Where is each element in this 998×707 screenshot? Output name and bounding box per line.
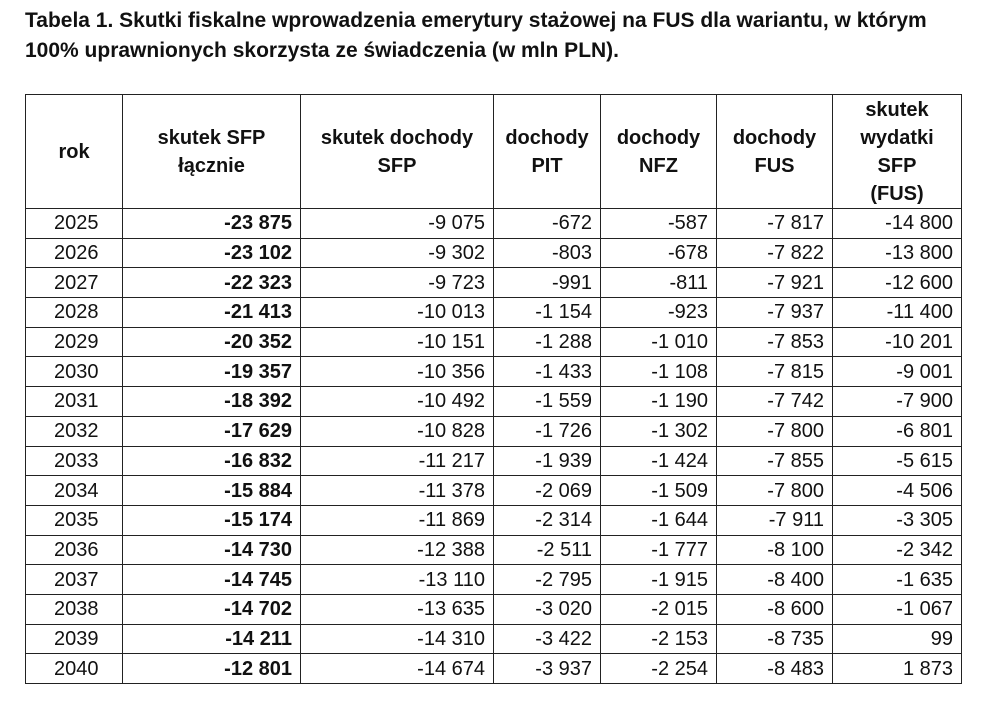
- cell-year: 2029: [26, 327, 123, 357]
- cell-nfz: -2 015: [601, 594, 717, 624]
- cell-pit: -803: [494, 238, 601, 268]
- table-row: [26, 327, 962, 357]
- table-row: [26, 476, 962, 506]
- cell-nfz: -1 644: [601, 505, 717, 535]
- cell-total: -14 745: [123, 565, 301, 595]
- cell-pit: -1 433: [494, 357, 601, 387]
- cell-revenue-sfp: -12 388: [301, 535, 494, 565]
- cell-pit: -2 069: [494, 476, 601, 506]
- cell-revenue-sfp: -13 635: [301, 594, 494, 624]
- cell-expenses: -3 305: [833, 505, 962, 535]
- header-pit-label: dochody PIT: [505, 126, 589, 177]
- cell-expenses: 1 873: [833, 654, 962, 684]
- table-row: [26, 298, 962, 328]
- table-row: [26, 238, 962, 268]
- cell-total: -23 875: [123, 209, 301, 239]
- cell-expenses: -4 506: [833, 476, 962, 506]
- cell-year: 2030: [26, 357, 123, 387]
- cell-expenses: -6 801: [833, 416, 962, 446]
- cell-revenue-sfp: -10 151: [301, 327, 494, 357]
- cell-total: -15 174: [123, 505, 301, 535]
- table-row: [26, 416, 962, 446]
- cell-fus: -7 800: [717, 476, 833, 506]
- cell-fus: -8 400: [717, 565, 833, 595]
- cell-revenue-sfp: -11 378: [301, 476, 494, 506]
- cell-revenue-sfp: -9 302: [301, 238, 494, 268]
- header-total-label: skutek SFP łącznie: [157, 126, 266, 177]
- cell-expenses: -10 201: [833, 327, 962, 357]
- cell-pit: -3 937: [494, 654, 601, 684]
- cell-fus: -7 817: [717, 209, 833, 239]
- cell-year: 2035: [26, 505, 123, 535]
- cell-nfz: -1 915: [601, 565, 717, 595]
- cell-nfz: -923: [601, 298, 717, 328]
- cell-fus: -7 853: [717, 327, 833, 357]
- table-row: [26, 594, 962, 624]
- cell-pit: -1 726: [494, 416, 601, 446]
- cell-nfz: -1 190: [601, 387, 717, 417]
- cell-total: -14 730: [123, 535, 301, 565]
- cell-nfz: -587: [601, 209, 717, 239]
- cell-year: 2040: [26, 654, 123, 684]
- cell-total: -21 413: [123, 298, 301, 328]
- cell-pit: -1 288: [494, 327, 601, 357]
- cell-fus: -8 100: [717, 535, 833, 565]
- header-nfz-label: dochody NFZ: [616, 126, 701, 177]
- cell-year: 2027: [26, 268, 123, 298]
- table-row: [26, 446, 962, 476]
- header-year: rok: [26, 95, 123, 209]
- cell-revenue-sfp: -11 217: [301, 446, 494, 476]
- cell-year: 2032: [26, 416, 123, 446]
- cell-revenue-sfp: -10 356: [301, 357, 494, 387]
- cell-nfz: -1 424: [601, 446, 717, 476]
- cell-expenses: -2 342: [833, 535, 962, 565]
- cell-total: -22 323: [123, 268, 301, 298]
- cell-expenses: -1 067: [833, 594, 962, 624]
- cell-pit: -991: [494, 268, 601, 298]
- cell-revenue-sfp: -13 110: [301, 565, 494, 595]
- cell-fus: -8 735: [717, 624, 833, 654]
- cell-revenue-sfp: -11 869: [301, 505, 494, 535]
- cell-pit: -1 939: [494, 446, 601, 476]
- cell-nfz: -1 509: [601, 476, 717, 506]
- cell-fus: -8 483: [717, 654, 833, 684]
- cell-revenue-sfp: -9 723: [301, 268, 494, 298]
- cell-fus: -7 937: [717, 298, 833, 328]
- cell-total: -23 102: [123, 238, 301, 268]
- cell-expenses: -14 800: [833, 209, 962, 239]
- cell-pit: -1 559: [494, 387, 601, 417]
- cell-fus: -7 911: [717, 505, 833, 535]
- table-row: [26, 357, 962, 387]
- cell-revenue-sfp: -10 828: [301, 416, 494, 446]
- header-expenses-label: skutek wydatki SFP (FUS): [860, 98, 934, 205]
- cell-total: -20 352: [123, 327, 301, 357]
- cell-total: -18 392: [123, 387, 301, 417]
- table-row: [26, 535, 962, 565]
- cell-total: -14 702: [123, 594, 301, 624]
- header-pit: [494, 95, 601, 209]
- cell-nfz: -1 108: [601, 357, 717, 387]
- cell-nfz: -2 254: [601, 654, 717, 684]
- cell-expenses: -13 800: [833, 238, 962, 268]
- cell-revenue-sfp: -10 013: [301, 298, 494, 328]
- cell-year: 2034: [26, 476, 123, 506]
- cell-fus: -7 921: [717, 268, 833, 298]
- cell-expenses: 99: [833, 624, 962, 654]
- header-fus-label: dochody FUS: [732, 126, 817, 177]
- cell-pit: -1 154: [494, 298, 601, 328]
- table-row: [26, 565, 962, 595]
- cell-nfz: -1 302: [601, 416, 717, 446]
- cell-total: -15 884: [123, 476, 301, 506]
- table-row: [26, 387, 962, 417]
- fiscal-effects-table: [25, 94, 962, 684]
- cell-pit: -672: [494, 209, 601, 239]
- header-revenue-sfp: [301, 95, 494, 209]
- cell-nfz: -1 777: [601, 535, 717, 565]
- cell-revenue-sfp: -10 492: [301, 387, 494, 417]
- cell-total: -17 629: [123, 416, 301, 446]
- cell-pit: -2 795: [494, 565, 601, 595]
- cell-expenses: -11 400: [833, 298, 962, 328]
- cell-year: 2028: [26, 298, 123, 328]
- header-fus: [717, 95, 833, 209]
- cell-nfz: -811: [601, 268, 717, 298]
- cell-pit: -3 020: [494, 594, 601, 624]
- table-caption: Tabela 1. Skutki fiskalne wprowadzenia emerytury stażowej na FUS dla wariantu, w którym 100% uprawnionych skorzysta ze świadczenia (w mln PLN).: [25, 9, 927, 62]
- cell-total: -19 357: [123, 357, 301, 387]
- cell-revenue-sfp: -9 075: [301, 209, 494, 239]
- cell-year: 2037: [26, 565, 123, 595]
- table-row: [26, 505, 962, 535]
- table-row: [26, 268, 962, 298]
- cell-fus: -7 800: [717, 416, 833, 446]
- cell-total: -12 801: [123, 654, 301, 684]
- cell-fus: -8 600: [717, 594, 833, 624]
- cell-year: 2026: [26, 238, 123, 268]
- cell-nfz: -1 010: [601, 327, 717, 357]
- cell-year: 2038: [26, 594, 123, 624]
- table-row: [26, 209, 962, 239]
- cell-expenses: -9 001: [833, 357, 962, 387]
- cell-expenses: -1 635: [833, 565, 962, 595]
- cell-expenses: -12 600: [833, 268, 962, 298]
- cell-nfz: -678: [601, 238, 717, 268]
- cell-year: 2039: [26, 624, 123, 654]
- header-total: [123, 95, 301, 209]
- table-row: [26, 654, 962, 684]
- cell-fus: -7 815: [717, 357, 833, 387]
- cell-revenue-sfp: -14 674: [301, 654, 494, 684]
- cell-total: -14 211: [123, 624, 301, 654]
- cell-revenue-sfp: -14 310: [301, 624, 494, 654]
- cell-pit: -2 314: [494, 505, 601, 535]
- cell-pit: -3 422: [494, 624, 601, 654]
- cell-fus: -7 855: [717, 446, 833, 476]
- header-nfz: [601, 95, 717, 209]
- cell-year: 2031: [26, 387, 123, 417]
- cell-year: 2036: [26, 535, 123, 565]
- table-body: [26, 209, 962, 684]
- cell-year: 2025: [26, 209, 123, 239]
- cell-expenses: -5 615: [833, 446, 962, 476]
- header-expenses: [833, 95, 962, 209]
- cell-fus: -7 822: [717, 238, 833, 268]
- cell-expenses: -7 900: [833, 387, 962, 417]
- table-row: [26, 624, 962, 654]
- cell-year: 2033: [26, 446, 123, 476]
- header-row: [26, 95, 962, 209]
- header-revenue-sfp-label: skutek dochody SFP: [320, 126, 474, 177]
- cell-fus: -7 742: [717, 387, 833, 417]
- cell-nfz: -2 153: [601, 624, 717, 654]
- cell-total: -16 832: [123, 446, 301, 476]
- cell-pit: -2 511: [494, 535, 601, 565]
